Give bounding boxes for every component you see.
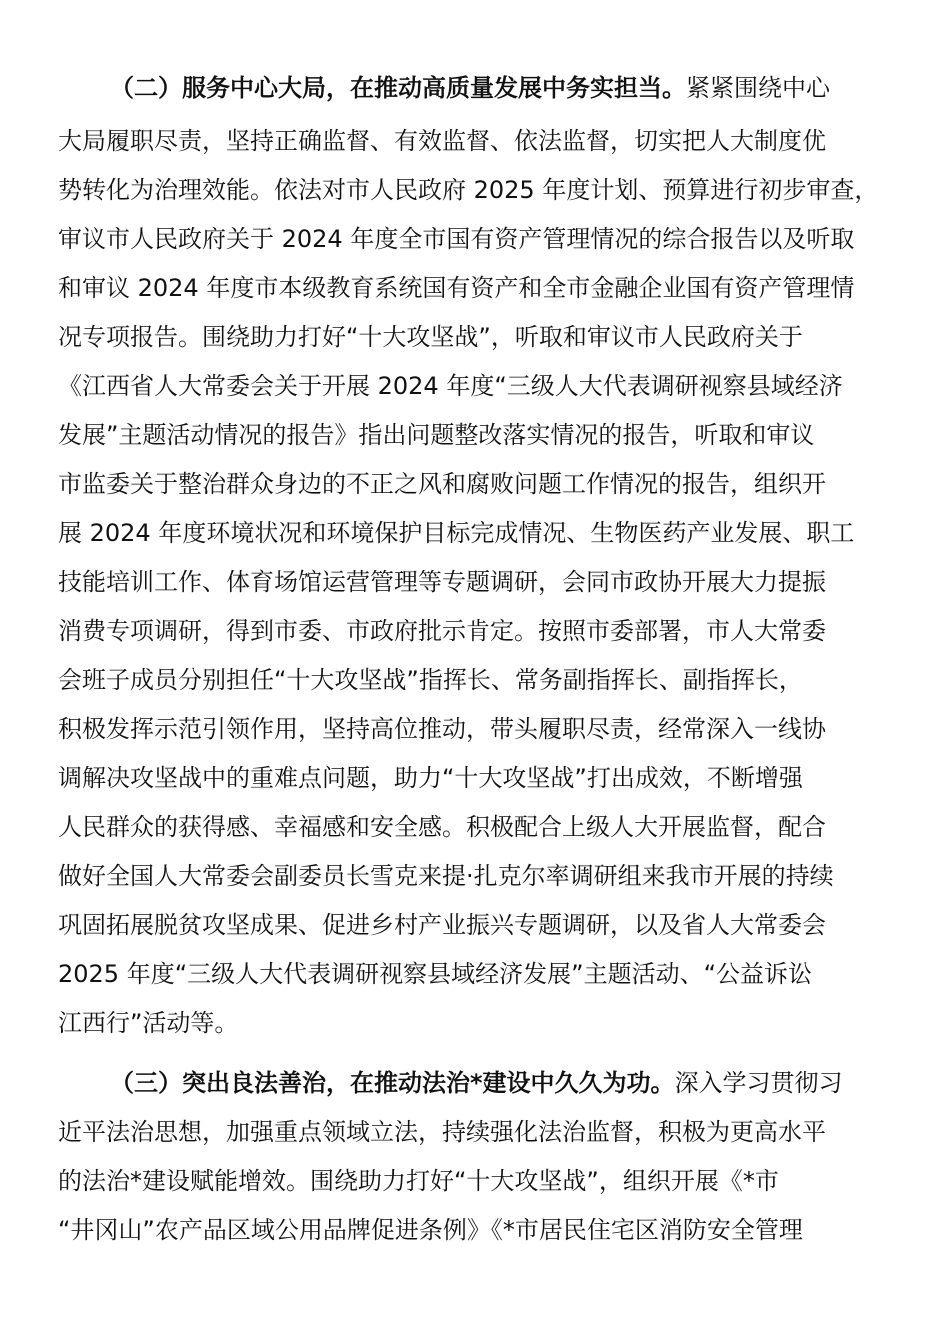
- section2-line-1: 大局履职尽责，坚持正确监督、有效监督、依法监督，切实把人大制度优: [58, 127, 826, 155]
- section2-line-18: 2025 年度“三级人大代表调研视察县域经济发展”主题活动、“公益诉讼: [58, 960, 813, 988]
- section2-line-13: 积极发挥示范引领作用，坚持高位推动，带头履职尽责，经常深入一线协: [58, 715, 826, 743]
- section2-line-11: 消费专项调研，得到市委、市政府批示肯定。按照市委部署，市人大常委: [58, 617, 826, 645]
- section3-line-1: 近平法治思想，加强重点领域立法，持续强化法治监督，积极为更高水平: [58, 1118, 826, 1146]
- section2-line-8: 市监委关于整治群众身边的不正之风和腐败问题工作情况的报告，组织开: [58, 470, 826, 498]
- section2-heading: （二）服务中心大局，在推动高质量发展中务实担当。: [110, 74, 686, 102]
- section3-first-line: [110, 1068, 843, 1098]
- section3-heading: （三）突出良法善治，在推动法治*建设中久久为功。: [110, 1069, 675, 1097]
- section2-line-9: 展 2024 年度环境状况和环境保护目标完成情况、生物医药产业发展、职工: [58, 519, 855, 547]
- section2-line-6: 《江西省人大常委会关于开展 2024 年度“三级人大代表调研视察县域经济: [58, 372, 843, 400]
- section2-line-14: 调解决攻坚战中的重难点问题，助力“十大攻坚战”打出成效，不断增强: [58, 764, 803, 792]
- section2-line-10: 技能培训工作、体育场馆运营管理等专题调研，会同市政协开展大力提振: [58, 568, 826, 596]
- section2-line-15: 人民群众的获得感、幸福感和安全感。积极配合上级人大开展监督，配合: [58, 813, 826, 841]
- section2-first-line: [110, 73, 830, 103]
- section2-line-4: 和审议 2024 年度市本级教育系统国有资产和全市金融企业国有资产管理情: [58, 274, 855, 302]
- section3-line-3: “井冈山”农产品区域公用品牌促进条例》《*市居民住宅区消防安全管理: [58, 1216, 803, 1244]
- section2-line-5: 况专项报告。围绕助力打好“十大攻坚战”，听取和审议市人民政府关于: [58, 323, 803, 351]
- section2-line-12: 会班子成员分别担任“十大攻坚战”指挥长、常务副指挥长、副指挥长，: [58, 666, 803, 694]
- section2-line-19: 江西行”活动等。: [58, 1009, 239, 1037]
- section2-line-2: 势转化为治理效能。依法对市人民政府 2025 年度计划、预算进行初步审查，: [58, 176, 879, 204]
- section2-line-0: 紧紧围绕中心: [686, 74, 830, 102]
- section2-line-17: 巩固拓展脱贫攻坚成果、促进乡村产业振兴专题调研，以及省人大常委会: [58, 911, 826, 939]
- section3-line-0: 深入学习贯彻习: [674, 1069, 843, 1097]
- section2-line-3: 审议市人民政府关于 2024 年度全市国有资产管理情况的综合报告以及听取: [58, 225, 855, 253]
- section2-line-7: 发展”主题活动情况的报告》指出问题整改落实情况的报告，听取和审议: [58, 421, 815, 449]
- section3-line-2: 的法治*建设赋能增效。围绕助力打好“十大攻坚战”，组织开展《*市: [58, 1167, 779, 1195]
- section2-line-16: 做好全国人大常委会副委员长雪克来提·扎克尔率调研组来我市开展的持续: [58, 862, 834, 890]
